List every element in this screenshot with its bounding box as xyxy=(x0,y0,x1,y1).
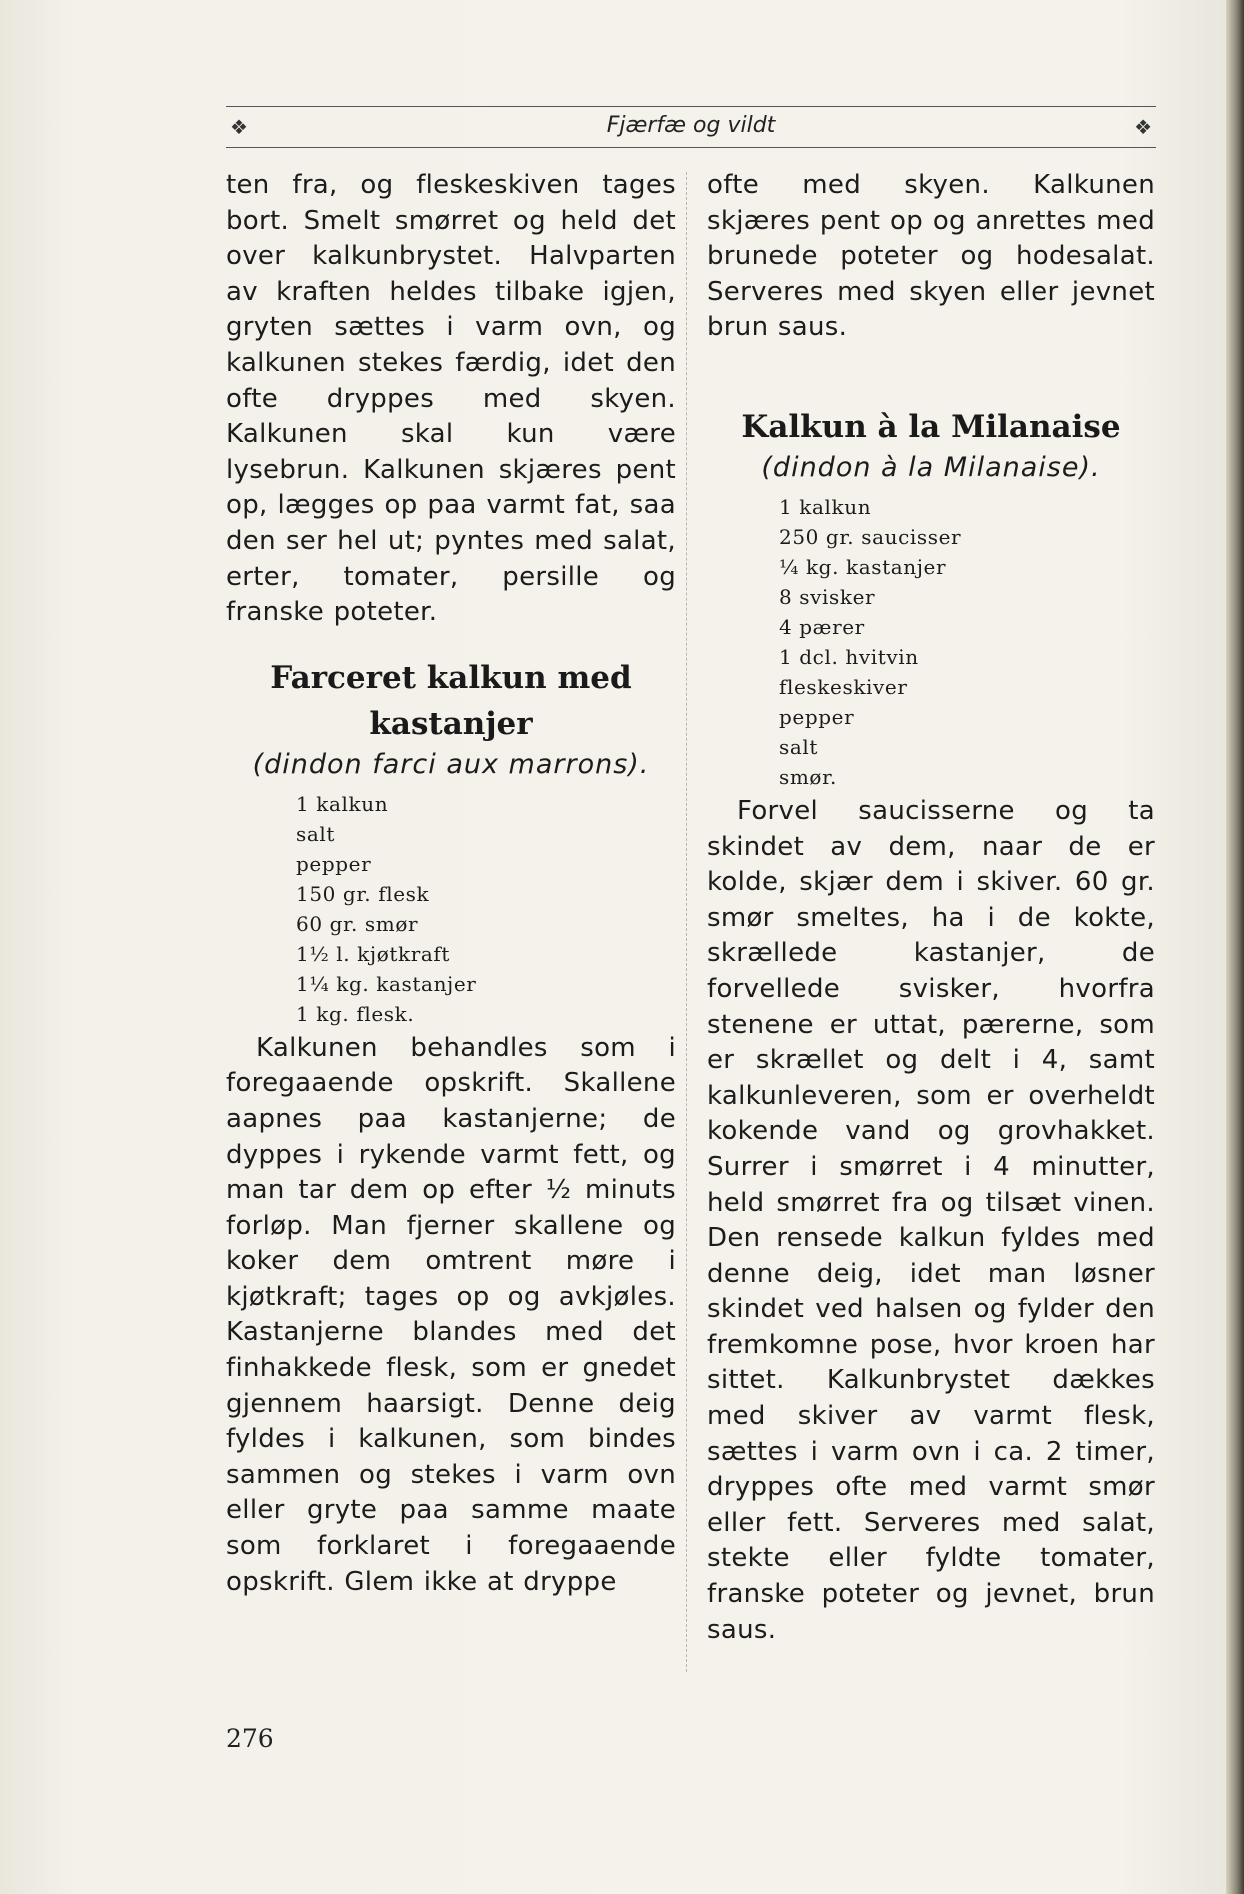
ornament-left-icon: ❖ xyxy=(230,115,248,139)
ingredient-item: pepper xyxy=(296,851,372,876)
recipe-title-line1: Farceret kalkun med xyxy=(270,659,632,696)
ingredient-item: 4 pærer xyxy=(779,614,865,639)
book-spine-edge xyxy=(1226,0,1244,1894)
ingredient-list xyxy=(226,789,676,1029)
ingredient-item: 1½ l. kjøtkraft xyxy=(296,941,451,966)
recipe-title: Kalkun à la Milanaise xyxy=(741,408,1121,445)
ingredient-item: fleskeskiver xyxy=(779,674,908,699)
ingredient-item: salt xyxy=(779,734,819,759)
continued-paragraph: ten fra, og fleskeskiven tages bort. Smelt smørret og held det over kalkunbrystet. Halvparten av kraften heldes tilbake igjen, gryten sættes i varm ovn, og kalkunen stekes færdig, idet den ofte dryppes med skyen. Kalkunen skal kun være lysebrun. Kalkunen skjæres pent op, lægges op paa varmt fat, saa den ser hel ut; pyntes med salat, erter, tomater, persille og franske poteter. xyxy=(226,170,676,628)
continued-paragraph: ofte med skyen. Kalkunen skjæres pent op og anrettes med brunede poteter og hodesalat. Serveres med skyen eller jevnet brun saus. xyxy=(707,170,1155,343)
ingredient-item: 150 gr. flesk xyxy=(296,881,430,906)
ingredient-item: 1 kalkun xyxy=(296,791,389,816)
ingredient-item: 250 gr. saucisser xyxy=(779,524,962,549)
page-number: 276 xyxy=(226,1724,274,1753)
running-head xyxy=(226,106,1156,148)
ingredient-item: 8 svisker xyxy=(779,584,876,609)
right-column xyxy=(707,168,1155,1648)
ornament-right-icon: ❖ xyxy=(1134,115,1152,139)
ingredient-item: ¼ kg. kastanjer xyxy=(779,554,947,579)
recipe-title xyxy=(226,655,676,747)
recipe-instructions: Kalkunen behandles som i foregaaende opskrift. Skallene aapnes paa kastanjerne; de dyppes i rykende varmt fett, og man tar dem op efter ½ minuts forløp. Man fjerner skallene og koker dem omtrent møre i kjøtkraft; tages op og avkjøles. Kastanjerne blandes med det finhakkede flesk, som er gnedet gjennem haarsigt. Denne deig fyldes i kalkunen, som bindes sammen og stekes i varm ovn eller gryte paa samme maate som forklaret i foregaaende opskrift. Glem ikke at dryppe xyxy=(226,1032,676,1597)
ingredient-item: 1 dcl. hvitvin xyxy=(779,644,919,669)
column-divider xyxy=(686,172,687,1672)
left-column xyxy=(226,168,676,1600)
recipe-subtitle: (dindon farci aux marrons). xyxy=(252,748,650,780)
running-head-title: Fjærfæ og vildt xyxy=(606,113,776,138)
recipe-instructions: Forvel saucisserne og ta skindet av dem, naar de er kolde, skjær dem i skiver. 60 gr. smør smeltes, ha i de kokte, skrællede kastanjer, de forvellede svisker, hvorfra stenene er uttat, pærerne, som er skrællet og delt i 4, samt kalkunleveren, som er overheldt kokende vand og grovhakket. Surrer i smørret i 4 minutter, held smørret fra og tilsæt vinen. Den rensede kalkun fyldes med denne deig, idet man løsner skindet ved halsen og fylder den fremkomne pose, hvor kroen har sittet. Kalkunbrystet dækkes med skiver av varmt flesk, sættes i varm ovn i ca. 2 timer, dryppes ofte med varmt smør eller fett. Serveres med salat, stekte eller fyldte tomater, franske poteter og jevnet, brun saus. xyxy=(707,795,1155,1645)
ingredient-item: 1 kalkun xyxy=(779,494,872,519)
ingredient-item: smør. xyxy=(779,764,837,789)
ingredient-item: salt xyxy=(296,821,336,846)
recipe-title-line2: kastanjer xyxy=(369,705,533,742)
ingredient-item: 1¼ kg. kastanjer xyxy=(296,971,477,996)
recipe-subtitle: (dindon à la Milanaise). xyxy=(761,451,1101,483)
ingredient-item: 1 kg. flesk. xyxy=(296,1001,415,1026)
ingredient-item: 60 gr. smør xyxy=(296,911,419,936)
ingredient-item: pepper xyxy=(779,704,855,729)
ingredient-list xyxy=(707,492,1155,792)
